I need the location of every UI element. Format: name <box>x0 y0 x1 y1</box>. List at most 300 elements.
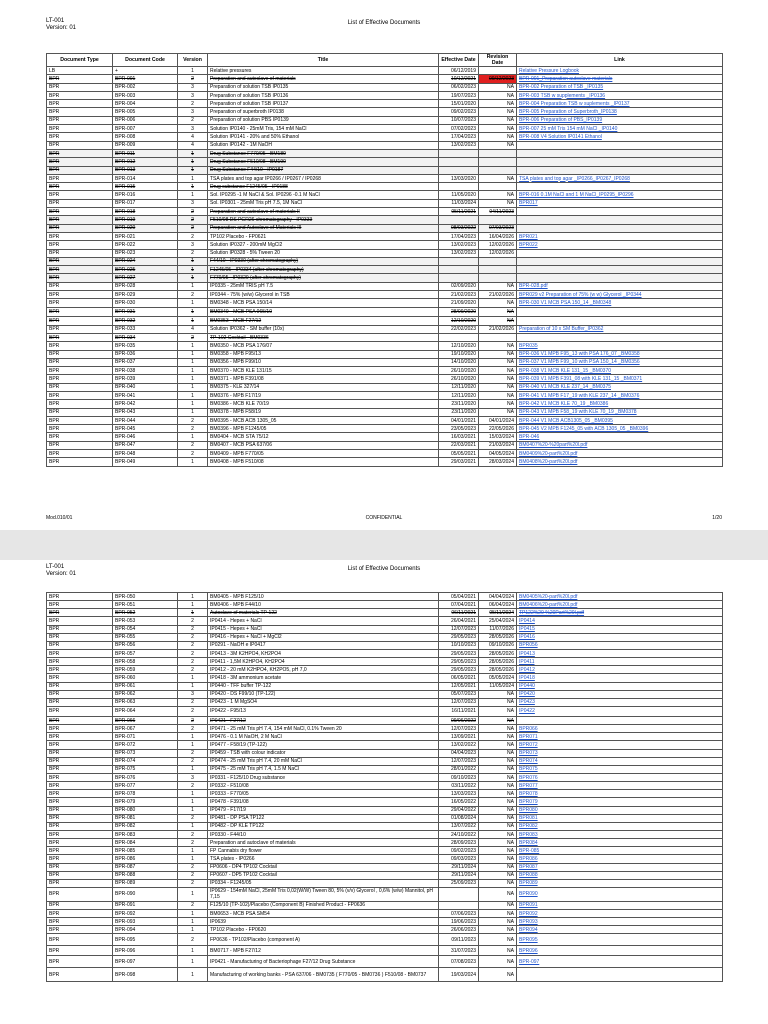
effective-date-cell: 21/09/2020 <box>439 299 479 307</box>
doc-type-cell: BPR <box>47 658 113 666</box>
link-cell <box>517 716 723 724</box>
table-row <box>47 316 723 325</box>
title-cell: Drug substance F1245/05 - IP0188 <box>208 183 439 191</box>
link-cell[interactable]: BPR080 <box>517 806 723 814</box>
revision-date-cell: NA <box>479 806 517 814</box>
table-row <box>47 383 723 391</box>
revision-date-cell <box>479 67 517 75</box>
doc-code-cell: BPR-072 <box>113 741 178 749</box>
link-cell[interactable]: BPR-003 TSB w supplements _IP0136 <box>517 91 723 99</box>
version-cell: 2 <box>178 706 208 716</box>
title-cell: Preparation of solution TSB IP0137 <box>208 100 439 108</box>
link-cell[interactable]: BPR096 <box>517 946 723 956</box>
doc-type-cell: BPR <box>47 706 113 716</box>
link-cell[interactable]: BPR-028.pdf <box>517 282 723 290</box>
title-cell: IP0477 - F58/19 (TP-122) <box>208 741 439 749</box>
effective-date-cell <box>439 266 479 274</box>
doc-type-cell: BPR <box>47 208 113 216</box>
version-cell: 1 <box>178 257 208 265</box>
doc-code-cell: BPR-045 <box>113 425 178 433</box>
doc-code-cell: BPR-041 <box>113 391 178 399</box>
table-row <box>47 946 723 956</box>
title-cell: Preparation of solution PBS IP0139 <box>208 116 439 124</box>
revision-date-cell: NA <box>479 367 517 375</box>
version-cell: 2 <box>178 291 208 299</box>
effective-date-cell <box>439 887 479 901</box>
doc-code-cell: BPR-018 <box>113 208 178 216</box>
link-cell[interactable]: BPR082 <box>517 822 723 830</box>
link-cell[interactable]: IP0415 <box>517 625 723 633</box>
doc-code-cell: BPR-048 <box>113 450 178 458</box>
doc-code-cell: BPR-011 <box>113 149 178 157</box>
doc-code-cell: BPR-049 <box>113 458 178 466</box>
table-row <box>47 216 723 224</box>
revision-date-cell: NA <box>479 375 517 383</box>
doc-code-cell: BPR-004 <box>113 100 178 108</box>
revision-date-cell: NA <box>479 757 517 765</box>
link-cell[interactable]: BPR075 <box>517 765 723 773</box>
link-cell[interactable]: BPR-037 V1 MPB F99_10 with PSA 150_14 _BM0356 <box>517 358 723 366</box>
effective-date-cell: 11/03/2024 <box>439 199 479 207</box>
effective-date-cell: 29/11/2024 <box>439 863 479 871</box>
link-cell[interactable]: BM0408%20-part%20l.pdf <box>517 458 723 466</box>
title-cell: BM0395 - MCB ACB 1305_05 <box>208 416 439 424</box>
revision-date-cell: 28/05/2026 <box>479 633 517 641</box>
table-row <box>47 166 723 174</box>
version-cell: 1 <box>178 855 208 863</box>
doc-type-cell: BPR <box>47 108 113 116</box>
link-cell[interactable]: IP0420 <box>517 690 723 698</box>
effective-date-cell: 24/10/2022 <box>439 830 479 838</box>
doc-type-cell: BPR <box>47 956 113 968</box>
table-row <box>47 682 723 690</box>
table-row <box>47 291 723 299</box>
title-cell: TP102 Placebo - FP0620 <box>208 926 439 934</box>
doc-code-cell: BPR-006 <box>113 116 178 124</box>
title-cell: Solution IP0142 - 1M NaOH <box>208 141 439 149</box>
doc-type-cell: BPR <box>47 847 113 855</box>
revision-date-cell: NA <box>479 830 517 838</box>
revision-date-cell: NA <box>479 749 517 757</box>
table-row <box>47 83 723 91</box>
version-cell: 1 <box>178 918 208 926</box>
link-cell[interactable]: BPR-040 V1 MCB KLE 237_14 _BM0375 <box>517 383 723 391</box>
version-cell: 1 <box>178 458 208 466</box>
link-cell[interactable]: BPR088 <box>517 871 723 879</box>
link-cell[interactable]: BM0406%20-part%20l.pdf <box>517 601 723 609</box>
version-cell: 1 <box>178 798 208 806</box>
doc-code-cell: BPR-063 <box>113 698 178 706</box>
revision-date-cell <box>479 333 517 341</box>
revision-date-cell: NA <box>479 100 517 108</box>
table-row <box>47 633 723 641</box>
version-cell: 2 <box>178 698 208 706</box>
link-cell <box>517 257 723 265</box>
effective-date-cell: 16/11/2021 <box>439 706 479 716</box>
doc-code-cell: BPR-053 <box>113 617 178 625</box>
link-cell[interactable]: BPR072 <box>517 741 723 749</box>
title-cell: F770/05 - IP0329 (after chromatography) <box>208 274 439 282</box>
doc-code-cell: BPR-035 <box>113 342 178 350</box>
revision-date-cell: 11/07/2026 <box>479 625 517 633</box>
link-cell[interactable]: BPR-046 <box>517 433 723 441</box>
effective-date-cell: 01/08/2024 <box>439 814 479 822</box>
link-cell[interactable]: BPR-085 <box>517 847 723 855</box>
effective-date-cell: 06/02/2023 <box>439 83 479 91</box>
link-cell[interactable]: IP0411 <box>517 658 723 666</box>
effective-date-cell: 09/03/2023 <box>439 855 479 863</box>
effective-date-cell: 15/01/2020 <box>439 100 479 108</box>
revision-date-cell: NA <box>479 299 517 307</box>
doc-type-cell: BPR <box>47 141 113 149</box>
link-cell[interactable]: BPR086 <box>517 855 723 863</box>
link-cell[interactable]: BM0407%20-%20part%20l.pdf <box>517 441 723 449</box>
link-cell[interactable]: BPR093 <box>517 918 723 926</box>
revision-date-cell: NA <box>479 871 517 879</box>
table-row <box>47 125 723 133</box>
version-cell: 2 <box>178 879 208 887</box>
link-cell[interactable]: BM0409%20-part%20l.pdf <box>517 450 723 458</box>
table-row <box>47 408 723 416</box>
link-cell[interactable]: IP0414 <box>517 617 723 625</box>
link-cell <box>517 266 723 274</box>
link-cell[interactable]: BPR-004 Preparation TSB w suplements _IP0137 <box>517 100 723 108</box>
title-cell: BM0717 - MPB F27/12 <box>208 946 439 956</box>
title-cell: Solution IP0362 - SM buffer (10x) <box>208 325 439 333</box>
doc-type-cell: BPR <box>47 342 113 350</box>
revision-date-cell: NA <box>479 133 517 141</box>
title-cell: IP0478 - F391/08 <box>208 798 439 806</box>
table-row <box>47 782 723 790</box>
version-cell: 1 <box>178 741 208 749</box>
doc-code-cell: BPR-061 <box>113 682 178 690</box>
link-cell[interactable]: IP0413 <box>517 649 723 657</box>
doc-title: List of Effective Documents <box>347 20 421 26</box>
version-cell: 1 <box>178 274 208 282</box>
table-row <box>47 174 723 182</box>
doc-type-cell: BPR <box>47 798 113 806</box>
table-row <box>47 325 723 333</box>
doc-title: List of Effective Documents <box>347 566 421 572</box>
effective-date-cell: 26/10/2020 <box>439 375 479 383</box>
effective-date-cell: 29/05/2023 <box>439 649 479 657</box>
version-cell: 1 <box>178 183 208 191</box>
link-cell[interactable]: BPR-008 V4 Solution IP0141 Ethanol <box>517 133 723 141</box>
effective-date-cell: 16/03/2021 <box>439 433 479 441</box>
version-cell: 2 <box>178 232 208 240</box>
effective-date-cell: 02/09/2020 <box>439 282 479 290</box>
effective-date-cell: 12/05/2021 <box>439 682 479 690</box>
link-cell[interactable]: BPR-044 V1 MCB ACB1305_05 _BM0395 <box>517 416 723 424</box>
link-cell[interactable]: BPR091 <box>517 901 723 909</box>
revision-date-cell: NA <box>479 879 517 887</box>
doc-code-cell: BPR-076 <box>113 773 178 781</box>
revision-date-cell: NA <box>479 408 517 416</box>
effective-date-cell: 23/05/2023 <box>439 425 479 433</box>
revision-date-cell: NA <box>479 782 517 790</box>
effective-date-cell: 07/06/2023 <box>439 910 479 918</box>
revision-date-cell: NA <box>479 400 517 408</box>
doc-type-cell: BPR <box>47 125 113 133</box>
doc-type-cell: BPR <box>47 383 113 391</box>
link-cell[interactable]: BM0405%20-part%20l.pdf <box>517 593 723 601</box>
link-cell[interactable]: BPR-016 0.1M NaCl and 1 M NaCl_IP0295_IP0296 <box>517 191 723 199</box>
link-cell[interactable]: IP0422 <box>517 706 723 716</box>
link-cell[interactable]: IP0416 <box>517 633 723 641</box>
revision-date-cell: NA <box>479 934 517 946</box>
link-cell[interactable]: BPR066 <box>517 725 723 733</box>
table-row <box>47 601 723 609</box>
table-row <box>47 249 723 257</box>
effective-date-cell: 08/03/2022 <box>439 224 479 232</box>
link-cell[interactable]: BPR-041 V1 MPB F17_19 with KLE 237_14 _BM0376 <box>517 391 723 399</box>
doc-type-cell: BPR <box>47 741 113 749</box>
doc-type-cell: BPR <box>47 100 113 108</box>
link-cell[interactable]: IP0440 <box>517 682 723 690</box>
link-cell[interactable]: BPR089 <box>517 879 723 887</box>
link-cell[interactable]: BPR-045 V2 MPB F1245_05 with ACB 1305_05 _BM0396 <box>517 425 723 433</box>
doc-type-cell: BPR <box>47 782 113 790</box>
version-cell: 1 <box>178 299 208 307</box>
link-cell[interactable]: TSA plates and top agar _IP0266_IP0267_IP0268 <box>517 174 723 182</box>
effective-date-cell: 22/02/2023 <box>439 325 479 333</box>
doc-type-cell: BPR <box>47 199 113 207</box>
table-row <box>47 149 723 157</box>
doc-code-cell: BPR-021 <box>113 232 178 240</box>
title-cell: IP0344 - 75% (w/w) Glycerol in TSB <box>208 291 439 299</box>
doc-type-cell: BPR <box>47 458 113 466</box>
doc-code-cell: BPR-037 <box>113 358 178 366</box>
link-cell[interactable]: BPR094 <box>517 926 723 934</box>
link-cell[interactable]: BPR-006 Preparation of PBS_IP0139 <box>517 116 723 124</box>
doc-code-cell: BPR-001 <box>113 75 178 83</box>
doc-type-cell: BPR <box>47 367 113 375</box>
table-row <box>47 968 723 982</box>
table-row <box>47 458 723 466</box>
doc-type-cell: BPR <box>47 633 113 641</box>
table-row <box>47 934 723 946</box>
title-cell: BM0405 - MPB F125/10 <box>208 593 439 601</box>
doc-code-cell: BPR-082 <box>113 822 178 830</box>
revision-date-cell <box>479 166 517 174</box>
link-cell[interactable]: BPR-030 V1 MCB PSA 150_14 _BM0348 <box>517 299 723 307</box>
table-row <box>47 67 723 75</box>
title-cell: FP Cannabis dry flower <box>208 847 439 855</box>
revision-date-cell: 16/04/2026 <box>479 232 517 240</box>
version-cell: 1 <box>178 408 208 416</box>
doc-code-cell: BPR-097 <box>113 956 178 968</box>
link-cell[interactable]: BPR078 <box>517 790 723 798</box>
revision-date-cell <box>479 158 517 166</box>
revision-date-cell: 04/04/2024 <box>479 593 517 601</box>
doc-type-cell: BPR <box>47 425 113 433</box>
effective-date-cell: 13/03/2020 <box>439 174 479 182</box>
revision-date-cell: 28/05/2026 <box>479 649 517 657</box>
revision-date-cell: 04/05/2024 <box>479 450 517 458</box>
link-cell[interactable]: BPR084 <box>517 839 723 847</box>
table-row <box>47 450 723 458</box>
revision-date-cell: 22/05/2026 <box>479 425 517 433</box>
link-cell[interactable]: BPR076 <box>517 773 723 781</box>
link-cell[interactable]: BPR073 <box>517 749 723 757</box>
link-cell[interactable]: TP122%20-%20Part%20l.pdf <box>517 609 723 617</box>
link-cell[interactable]: IP0418 <box>517 674 723 682</box>
link-cell[interactable]: BPR-036 V1 MPB F95_13 with PSA 176_07 _BM0358 <box>517 350 723 358</box>
table-row <box>47 863 723 871</box>
link-cell[interactable]: Relative Pressure Logbook <box>517 67 723 75</box>
version-cell: 1 <box>178 375 208 383</box>
link-cell[interactable]: BPR-007 25 mM Tris 154 mM NaCl _IP0140 <box>517 125 723 133</box>
link-cell[interactable]: BPR071 <box>517 733 723 741</box>
link-cell[interactable]: BPR-039 V1 MPB F391_08 with KLE 131_15 _BM0371 <box>517 375 723 383</box>
doc-type-cell: BPR <box>47 666 113 674</box>
version-cell: 1 <box>178 316 208 325</box>
doc-type-cell: BPR <box>47 871 113 879</box>
version-cell: 2 <box>178 749 208 757</box>
link-cell[interactable]: BPR077 <box>517 782 723 790</box>
doc-type-cell: BPR <box>47 450 113 458</box>
doc-type-cell: BPR <box>47 391 113 399</box>
link-cell[interactable]: BPR090 <box>517 887 723 901</box>
doc-code-cell: BPR-028 <box>113 282 178 290</box>
link-cell[interactable]: BPR-001_Preparation autoclave materials <box>517 75 723 83</box>
doc-type-cell: BPR <box>47 609 113 617</box>
title-cell: IP0414 - Hepes + NaCl <box>208 617 439 625</box>
title-cell: IP0482 - DP KLE TP122 <box>208 822 439 830</box>
doc-type-cell: BPR <box>47 855 113 863</box>
revision-date-cell: NA <box>479 956 517 968</box>
link-cell[interactable]: BPR092 <box>517 910 723 918</box>
title-cell: IP0479 - F17/19 <box>208 806 439 814</box>
link-cell[interactable]: BPR035 <box>517 342 723 350</box>
link-cell[interactable]: BPR021 <box>517 232 723 240</box>
version-cell: 2 <box>178 100 208 108</box>
link-cell[interactable]: BPR-038 V1 MCB KLE 131_15 _BM0370 <box>517 367 723 375</box>
title-cell: Preparation of solution TSB IP0135 <box>208 83 439 91</box>
table-row <box>47 433 723 441</box>
revision-date-cell: 21/02/2026 <box>479 325 517 333</box>
title-cell: BM0653 - MCB PSA SM54 <box>208 910 439 918</box>
doc-code-cell: BPR-047 <box>113 441 178 449</box>
table-row <box>47 282 723 290</box>
title-cell: FP0607 - DP5 TP102 Cocktail <box>208 871 439 879</box>
link-cell[interactable]: IP0423 <box>517 698 723 706</box>
table-row <box>47 350 723 358</box>
doc-type-cell: BPR <box>47 814 113 822</box>
doc-code-cell: BPR-009 <box>113 141 178 149</box>
title-cell: BM0371 - MPB F391/08 <box>208 375 439 383</box>
version-cell: 2 <box>178 814 208 822</box>
table-row <box>47 257 723 265</box>
effective-date-cell: 13/03/2023 <box>439 790 479 798</box>
link-cell[interactable]: BPR017 <box>517 199 723 207</box>
doc-code-cell: BPR-056 <box>113 641 178 649</box>
title-cell: Drug Substance F44/10 - IP0187 <box>208 166 439 174</box>
link-cell[interactable]: BPR079 <box>517 798 723 806</box>
link-cell[interactable]: BPR083 <box>517 830 723 838</box>
link-cell[interactable]: BPR095 <box>517 934 723 946</box>
doc-type-cell: BPR <box>47 149 113 157</box>
revision-date-cell: 04/11/2023 <box>479 208 517 216</box>
table-row <box>47 887 723 901</box>
col-version: Version <box>178 54 208 67</box>
link-cell[interactable]: BPR-042 V1 MCB KLE 70_19 _BM0386 <box>517 400 723 408</box>
title-cell: BM0407 - MCB PSA 637/06 <box>208 441 439 449</box>
revision-date-cell <box>479 149 517 157</box>
link-cell[interactable]: BPR-097 <box>517 956 723 968</box>
doc-type-cell: BPR <box>47 946 113 956</box>
doc-code-cell: BPR-038 <box>113 367 178 375</box>
effective-date-cell: 25/09/2023 <box>439 879 479 887</box>
doc-code-cell: BPR-029 <box>113 291 178 299</box>
doc-type-cell: BPR <box>47 91 113 99</box>
link-cell <box>517 208 723 216</box>
link-cell[interactable]: BPR087 <box>517 863 723 871</box>
doc-code-cell: BPR-013 <box>113 166 178 174</box>
link-cell[interactable]: Preparation of 10 x SM Buffer_IP0362 <box>517 325 723 333</box>
doc-type-cell: BPR <box>47 375 113 383</box>
version-cell: 2 <box>178 716 208 724</box>
doc-code-cell: BPR-066 <box>113 716 178 724</box>
doc-type-cell: BPR <box>47 216 113 224</box>
table-row <box>47 666 723 674</box>
doc-type-cell: BPR <box>47 749 113 757</box>
link-cell[interactable]: BPR056 <box>517 641 723 649</box>
link-cell[interactable]: BPR081 <box>517 814 723 822</box>
title-cell: BM0406 - MPB F44/10 <box>208 601 439 609</box>
title-cell: IP0471 - 25 mM Tris pH 7.4, 154 mM NaCl, 0.1% Tween 20 <box>208 725 439 733</box>
link-cell[interactable]: IP0412 <box>517 666 723 674</box>
effective-documents-table-continued <box>46 592 723 982</box>
link-cell[interactable]: BPR022 <box>517 241 723 249</box>
effective-date-cell: 05/11/2021 <box>439 208 479 216</box>
effective-date-cell: 31/07/2023 <box>439 946 479 956</box>
link-cell[interactable]: BPR-005 Preparation of Superbroth_IP0138 <box>517 108 723 116</box>
doc-type-cell: BPR <box>47 601 113 609</box>
effective-date-cell: 13/02/2023 <box>439 249 479 257</box>
version-cell: 2 <box>178 901 208 909</box>
doc-code-cell: BPR-054 <box>113 625 178 633</box>
table-row <box>47 741 723 749</box>
doc-code-cell: BPR-067 <box>113 725 178 733</box>
link-cell[interactable]: BPR-043 V1 MPB F58_19 with KLE 70_19 _BM0378 <box>517 408 723 416</box>
doc-type-cell: BPR <box>47 765 113 773</box>
title-cell: TSA plates and top agar IP0266 / IP0267 / IP0268 <box>208 174 439 182</box>
doc-code-cell: BPR-071 <box>113 733 178 741</box>
link-cell[interactable]: BPR029 v2 Preparation of 75% (w w) Glycerol _IP0344 <box>517 291 723 299</box>
doc-code-cell: BPR-079 <box>113 798 178 806</box>
revision-date-cell: 05/05/2024 <box>479 674 517 682</box>
table-row <box>47 593 723 601</box>
doc-type-cell: BPR <box>47 968 113 982</box>
revision-date-cell: NA <box>479 316 517 325</box>
version-cell: 3 <box>178 83 208 91</box>
version-cell: 1 <box>178 674 208 682</box>
col-effective-date: Effective Date <box>439 54 479 67</box>
title-cell: IP0411 - 1,5M K2HPO4, KH2PO4 <box>208 658 439 666</box>
table-row <box>47 855 723 863</box>
link-cell[interactable]: BPR-002 Preparation of TSB _IP0135 <box>517 83 723 91</box>
table-row <box>47 733 723 741</box>
version-cell: 2 <box>178 633 208 641</box>
title-cell: BM0396 - MPB F1245/05 <box>208 425 439 433</box>
link-cell[interactable]: BPR074 <box>517 757 723 765</box>
title-cell: IP0416 - Hepes + NaCl + MgCl2 <box>208 633 439 641</box>
effective-date-cell <box>439 257 479 265</box>
effective-date-cell: 09/02/2023 <box>439 847 479 855</box>
title-cell: IP0474 - 25 mM Tris pH 7.4, 20 mM NaCl <box>208 757 439 765</box>
title-cell: IP0481 - DP PSA TP122 <box>208 814 439 822</box>
